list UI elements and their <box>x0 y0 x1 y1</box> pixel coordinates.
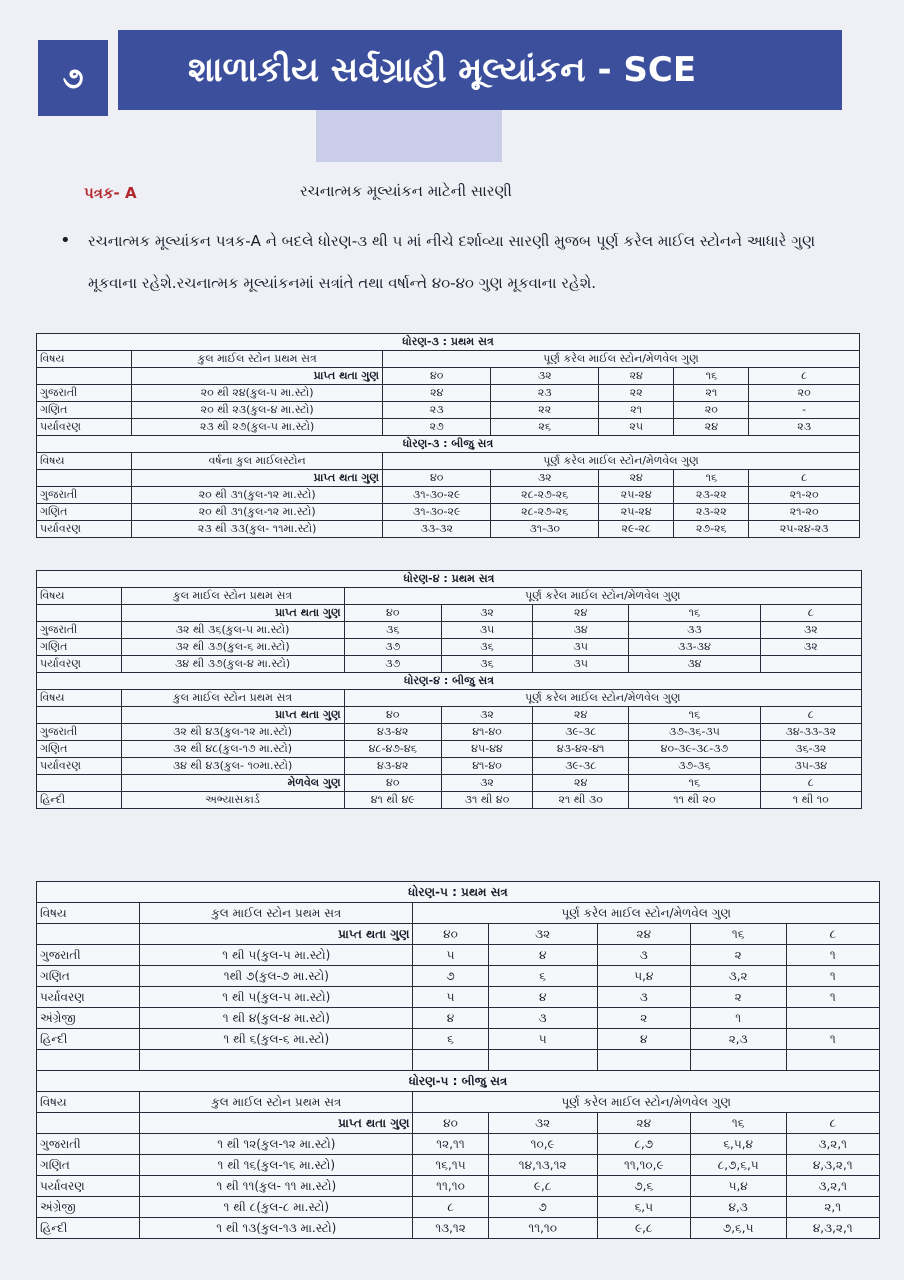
table-cell: વિષય <box>37 690 122 707</box>
table-cell: ૨૪ <box>599 368 674 385</box>
table-cell: ૮ <box>760 775 861 792</box>
table-cell: ૩૧-૩૦-૨૯ <box>382 487 490 504</box>
table-cell: ૩૨ <box>488 1113 597 1134</box>
table-cell <box>597 1050 690 1071</box>
table-cell: ધોરણ-૫ : પ્રથમ સત્ર <box>37 882 880 903</box>
table-cell: ધોરણ-૫ : બીજુ સત્ર <box>37 1071 880 1092</box>
table-row <box>37 351 860 368</box>
table-cell: ૨૧ <box>674 385 749 402</box>
table-cell: ૨૫ <box>599 419 674 436</box>
table-cell: ૩૨ થી ૩૭(કુલ-૬ મા.સ્ટો) <box>121 639 344 656</box>
std4-table <box>36 570 862 809</box>
chapter-title: શાળાકીય સર્વગ્રાહી મૂલ્યાંકન - SCE <box>188 50 697 90</box>
table-row <box>37 571 862 588</box>
table-cell: ૨૨ <box>599 385 674 402</box>
table-cell: ૨૦ થી ૩૧(કુલ-૧૨ મા.સ્ટો) <box>132 504 383 521</box>
table-row <box>37 622 862 639</box>
table-cell: ૧ <box>690 1008 786 1029</box>
table-cell: કુલ માઈલ સ્ટોન પ્રથમ સત્ર <box>121 588 344 605</box>
table-row <box>37 792 862 809</box>
table-cell: ગુજરાતી <box>37 724 122 741</box>
table-cell: ૧ થી ૧૧(કુલ- ૧૧ મા.સ્ટો) <box>140 1176 413 1197</box>
table-cell: ૪,૩ <box>690 1197 786 1218</box>
table-cell: ૧ થી ૪(કુલ-૪ મા.સ્ટો) <box>140 1008 413 1029</box>
table-cell: ૨૨ <box>491 402 599 419</box>
table-cell: ૧ <box>786 1029 879 1050</box>
table-cell: ૩૪-૩૩-૩૨ <box>760 724 861 741</box>
table-cell: ૯,૮ <box>488 1176 597 1197</box>
table-cell: ૭,૬ <box>597 1176 690 1197</box>
table-row <box>37 690 862 707</box>
table-cell: ૩૨ <box>491 368 599 385</box>
table-cell: - <box>749 402 860 419</box>
table-cell: ૧ <box>786 966 879 987</box>
std5-table <box>36 881 880 1239</box>
table-cell: ૨૮-૨૭-૨૬ <box>491 504 599 521</box>
table-cell <box>413 1050 488 1071</box>
table-cell: ૨૧-૨૦ <box>749 487 860 504</box>
table-cell: ૪૦-૩૯-૩૮-૩૭ <box>629 741 760 758</box>
table-cell: ગણિત <box>37 504 132 521</box>
table-cell: ૩૪ <box>533 622 629 639</box>
table-cell: પૂર્ણ કરેલ માઈલ સ્ટોન/મેળવેલ ગુણ <box>413 903 880 924</box>
table-cell: મેળવેલ ગુણ <box>121 775 344 792</box>
table-row <box>37 966 880 987</box>
table-row <box>37 402 860 419</box>
table-cell: ૧૬ <box>690 1113 786 1134</box>
table-cell: ૧ થી ૧૦ <box>760 792 861 809</box>
intro-paragraph: રચનાત્મક મૂલ્યાંકન પત્રક-A ને બદલે ધોરણ-૩ થી ૫ માં નીચે દર્શાવ્યા સારણી મુજબ પૂર્ણ કરેલ માઈલ સ્ટોનને આધારે ગુણ મૂકવાના રહેશે.રચનાત્મક મૂલ્યાંકનમાં સત્રાંતે તથા વર્ષાન્તે ૪૦-૪૦ ગુણ મૂકવાના રહેશે. <box>88 232 816 292</box>
table-cell: વિષય <box>37 588 122 605</box>
table-cell: ૨૬ <box>491 419 599 436</box>
table-cell: પર્યાવરણ <box>37 521 132 538</box>
table-cell: ૮,૭ <box>597 1134 690 1155</box>
table-row <box>37 419 860 436</box>
table-cell: ૨૧ થી ૩૦ <box>533 792 629 809</box>
table-cell: ૩૬ <box>441 639 532 656</box>
table-cell: ૨૫-૨૪-૨૩ <box>749 521 860 538</box>
table-cell: ૩૬ <box>344 622 441 639</box>
banner-decoration <box>316 110 502 162</box>
table-cell: ગુજરાતી <box>37 622 122 639</box>
table-cell: ગણિત <box>37 966 140 987</box>
table-cell: ૩૨ થી ૪૩(કુલ-૧૨ મા.સ્ટો) <box>121 724 344 741</box>
table-cell: હિન્દી <box>37 1029 140 1050</box>
table-cell: ૪૦ <box>413 924 488 945</box>
table-cell: ૨૧ <box>599 402 674 419</box>
table-cell: ૩૫ <box>533 639 629 656</box>
table-row <box>37 707 862 724</box>
table-cell <box>37 924 140 945</box>
table-cell: ૧૬ <box>674 368 749 385</box>
table-cell <box>760 656 861 673</box>
table-cell <box>37 775 122 792</box>
table-cell: ૧ <box>786 945 879 966</box>
table-cell: ૧ <box>786 987 879 1008</box>
table-cell: ગણિત <box>37 741 122 758</box>
table-row <box>37 924 880 945</box>
table-row <box>37 1008 880 1029</box>
table-cell: ૪૩-૪૨ <box>344 724 441 741</box>
table-cell: ૨૭-૨૬ <box>674 521 749 538</box>
table-cell: ૪ <box>597 1029 690 1050</box>
table-cell: ૨૩-૨૨ <box>674 504 749 521</box>
table-cell: ૨૪ <box>533 775 629 792</box>
table-cell: ૧૧,૧૦ <box>413 1176 488 1197</box>
table-cell: ૪ <box>488 987 597 1008</box>
table-cell: ૨૯-૨૮ <box>599 521 674 538</box>
table-cell: ૨૪ <box>599 470 674 487</box>
table-cell: ૨૧-૨૦ <box>749 504 860 521</box>
table-cell: ૩૩-૩૨ <box>382 521 490 538</box>
table-row <box>37 605 862 622</box>
table-cell <box>786 1008 879 1029</box>
table-cell: પ્રાપ્ત થતા ગુણ <box>121 707 344 724</box>
table-cell: પર્યાવરણ <box>37 1176 140 1197</box>
table-cell: પૂર્ણ કરેલ માઈલ સ્ટોન/મેળવેલ ગુણ <box>382 351 859 368</box>
table-cell: ૧ થી ૮(કુલ-૮ મા.સ્ટો) <box>140 1197 413 1218</box>
table-cell: ૪૦ <box>382 368 490 385</box>
table-cell: ૨૦ થી ૩૧(કુલ-૧૨ મા.સ્ટો) <box>132 487 383 504</box>
table-row <box>37 504 860 521</box>
table-cell: ૫ <box>413 945 488 966</box>
table-cell: ૬,૫ <box>597 1197 690 1218</box>
table-cell: પર્યાવરણ <box>37 419 132 436</box>
table-cell: ગુજરાતી <box>37 945 140 966</box>
table-cell: ૩૧-૩૦-૨૯ <box>382 504 490 521</box>
table-cell: ૪૧-૪૦ <box>441 724 532 741</box>
table-cell: ૪૩-૪૨-૪૧ <box>533 741 629 758</box>
table-cell: ૧૬ <box>629 707 760 724</box>
table-cell: ૮,૭,૬,૫ <box>690 1155 786 1176</box>
table-cell: ૩૧ થી ૪૦ <box>441 792 532 809</box>
table-cell: ૧૬ <box>690 924 786 945</box>
table-cell: ૩ <box>597 987 690 1008</box>
table-cell: ૬,૫,૪ <box>690 1134 786 1155</box>
table-cell: ૧૧,૧૦,૯ <box>597 1155 690 1176</box>
table-row <box>37 673 862 690</box>
bullet-icon: • <box>60 230 71 251</box>
table-cell: પ્રાપ્ત થતા ગુણ <box>140 924 413 945</box>
table-cell: ૮ <box>760 707 861 724</box>
table-cell: અભ્યાસકાર્ડ <box>121 792 344 809</box>
table-cell: ૩૫ <box>441 622 532 639</box>
table-cell: પૂર્ણ કરેલ માઈલ સ્ટોન/મેળવેલ ગુણ <box>344 588 861 605</box>
table-cell: ૨૩ <box>491 385 599 402</box>
table-cell: ગુજરાતી <box>37 487 132 504</box>
table-cell <box>488 1050 597 1071</box>
table-cell: ગુજરાતી <box>37 385 132 402</box>
table-cell: ૨ <box>597 1008 690 1029</box>
table-cell: ૪૦ <box>413 1113 488 1134</box>
table-cell: ૩૫ <box>533 656 629 673</box>
table-cell: કુલ માઈલ સ્ટોન પ્રથમ સત્ર <box>140 1092 413 1113</box>
table-cell: કુલ માઈલ સ્ટોન પ્રથમ સત્ર <box>140 903 413 924</box>
table-cell: ૪૮-૪૭-૪૬ <box>344 741 441 758</box>
table-cell: ૧૬ <box>629 605 760 622</box>
table-cell: પર્યાવરણ <box>37 656 122 673</box>
table-row <box>37 1176 880 1197</box>
table-cell: ૧ થી ૬(કુલ-૬ મા.સ્ટો) <box>140 1029 413 1050</box>
table-row <box>37 639 862 656</box>
table-row <box>37 741 862 758</box>
table-row <box>37 903 880 924</box>
table-cell: પ્રાપ્ત થતા ગુણ <box>121 605 344 622</box>
table-cell: ૩૫-૩૪ <box>760 758 861 775</box>
table-cell: ૯,૮ <box>597 1218 690 1239</box>
table-cell: ૧થી ૭(કુલ-૭ મા.સ્ટો) <box>140 966 413 987</box>
table-cell: ૫ <box>488 1029 597 1050</box>
table-cell: ૨૩-૨૨ <box>674 487 749 504</box>
table-cell: ૧૬ <box>629 775 760 792</box>
table-cell: ૩,૨,૧ <box>786 1134 879 1155</box>
table-cell: ૧૧,૧૦ <box>488 1218 597 1239</box>
table-cell: ૩૪ થી ૩૭(કુલ-૪ મા.સ્ટો) <box>121 656 344 673</box>
table-cell: ૪૩-૪૨ <box>344 758 441 775</box>
table-row <box>37 588 862 605</box>
table-row <box>37 334 860 351</box>
table-cell: ૨૫-૨૪ <box>599 487 674 504</box>
table-cell <box>690 1050 786 1071</box>
table-cell: ૨૦ <box>674 402 749 419</box>
table-row <box>37 521 860 538</box>
table-cell: ૩૪ <box>629 656 760 673</box>
table-cell: ૧૧ થી ૨૦ <box>629 792 760 809</box>
table-cell: ધોરણ-૪ : બીજુ સત્ર <box>37 673 862 690</box>
table-cell: ગણિત <box>37 1155 140 1176</box>
table-cell: ૪ <box>413 1008 488 1029</box>
table-cell: ૧ થી ૫(કુલ-૫ મા.સ્ટો) <box>140 987 413 1008</box>
table-cell: ૮ <box>413 1197 488 1218</box>
table-cell: ૩૨ <box>760 622 861 639</box>
table-cell: ૩૯-૩૮ <box>533 758 629 775</box>
table-cell: ૧૬ <box>674 470 749 487</box>
table-cell: અંગ્રેજી <box>37 1197 140 1218</box>
table-row <box>37 487 860 504</box>
table-cell: પૂર્ણ કરેલ માઈલ સ્ટોન/મેળવેલ ગુણ <box>382 453 859 470</box>
table-cell: ૨૦ <box>749 385 860 402</box>
table-row <box>37 1092 880 1113</box>
table-cell: ૨ <box>690 945 786 966</box>
table-cell: ૮ <box>786 924 879 945</box>
table-cell: વિષય <box>37 453 132 470</box>
table-row <box>37 1071 880 1092</box>
table-cell <box>37 368 132 385</box>
table-cell: ૨,૧ <box>786 1197 879 1218</box>
table-row <box>37 1155 880 1176</box>
table-cell: ગણિત <box>37 402 132 419</box>
table-cell: ૬ <box>413 1029 488 1050</box>
table-cell: ૩૨ <box>488 924 597 945</box>
table-cell: ૪૦ <box>344 605 441 622</box>
table-cell: હિન્દી <box>37 1218 140 1239</box>
table-cell: ૧૨,૧૧ <box>413 1134 488 1155</box>
table-cell: ૨૫-૨૪ <box>599 504 674 521</box>
table-cell: ૩૭-૩૬-૩૫ <box>629 724 760 741</box>
table-cell: ૩૨ થી ૩૬(કુલ-૫ મા.સ્ટો) <box>121 622 344 639</box>
table-row <box>37 945 880 966</box>
table-cell: ૩૬-૩૨ <box>760 741 861 758</box>
table-cell: ૬ <box>488 966 597 987</box>
table-row <box>37 987 880 1008</box>
table-cell: ૨૪ <box>533 707 629 724</box>
table-cell: ૩૨ <box>441 707 532 724</box>
table-row <box>37 1218 880 1239</box>
table-cell: ૩૩-૩૪ <box>629 639 760 656</box>
table-cell <box>37 1113 140 1134</box>
table-cell: ૨૪ <box>382 385 490 402</box>
table-row <box>37 436 860 453</box>
table-cell: ૪૧-૪૦ <box>441 758 532 775</box>
table-cell <box>37 707 122 724</box>
table-cell: વિષય <box>37 1092 140 1113</box>
table-cell: ૩૭ <box>344 656 441 673</box>
table-cell: ૧૪,૧૩,૧૨ <box>488 1155 597 1176</box>
table-cell: કુલ માઈલ સ્ટોન પ્રથમ સત્ર <box>121 690 344 707</box>
table-cell: અંગ્રેજી <box>37 1008 140 1029</box>
table-cell: પ્રાપ્ત થતા ગુણ <box>132 470 383 487</box>
table-row <box>37 656 862 673</box>
std3-table <box>36 333 860 538</box>
table-cell: ૪,૩,૨,૧ <box>786 1155 879 1176</box>
table-cell: ૧ થી ૫(કુલ-૫ મા.સ્ટો) <box>140 945 413 966</box>
table-cell: ૩૬ <box>441 656 532 673</box>
table-cell: ૨,૩ <box>690 1029 786 1050</box>
table-cell: ૨૭ <box>382 419 490 436</box>
table-cell: ૧ થી ૧૨(કુલ-૧૨ મા.સ્ટો) <box>140 1134 413 1155</box>
table-row <box>37 453 860 470</box>
table-cell: કુલ માઈલ સ્ટોન પ્રથમ સત્ર <box>132 351 383 368</box>
table-cell: ૩ <box>488 1008 597 1029</box>
table-cell: ૨૪ <box>674 419 749 436</box>
table-cell: ૪૧ થી ૪૯ <box>344 792 441 809</box>
table-cell: ગણિત <box>37 639 122 656</box>
table-cell: ૭ <box>413 966 488 987</box>
table-cell: પૂર્ણ કરેલ માઈલ સ્ટોન/મેળવેલ ગુણ <box>344 690 861 707</box>
table-cell: પર્યાવરણ <box>37 987 140 1008</box>
table-cell: ૩૨ થી ૪૮(કુલ-૧૭ મા.સ્ટો) <box>121 741 344 758</box>
table-row <box>37 368 860 385</box>
table-cell: ૩,૨ <box>690 966 786 987</box>
table-cell: ગુજરાતી <box>37 1134 140 1155</box>
table-cell: ૭,૬,૫ <box>690 1218 786 1239</box>
table-cell <box>37 605 122 622</box>
table-cell: ૨૩ થી ૩૩(કુલ- ૧૧મા.સ્ટો) <box>132 521 383 538</box>
table-cell: ૮ <box>749 470 860 487</box>
table-cell: વિષય <box>37 903 140 924</box>
table-cell <box>140 1050 413 1071</box>
table-cell: ૪૦ <box>382 470 490 487</box>
table-cell: ૪૦ <box>344 775 441 792</box>
table-cell: ૩૩ <box>629 622 760 639</box>
table-row <box>37 1197 880 1218</box>
chapter-number: ૭ <box>38 40 108 116</box>
table-cell: ૪ <box>488 945 597 966</box>
table-cell: ૩૧-૩૦ <box>491 521 599 538</box>
table-cell: ૨૮-૨૭-૨૬ <box>491 487 599 504</box>
table-cell: ૩૨ <box>441 775 532 792</box>
table-row <box>37 724 862 741</box>
table-cell: ૩૭-૩૬ <box>629 758 760 775</box>
table-cell: ૧ થી ૧૬(કુલ-૧૬ મા.સ્ટો) <box>140 1155 413 1176</box>
patrak-label: પત્રક- A <box>84 184 137 202</box>
table-cell: ૪૫-૪૪ <box>441 741 532 758</box>
table-cell: ૩૭ <box>344 639 441 656</box>
table-cell: પ્રાપ્ત થતા ગુણ <box>140 1113 413 1134</box>
table-row <box>37 1113 880 1134</box>
table-cell: ૫,૪ <box>597 966 690 987</box>
table-cell: ૩૪ થી ૪૩(કુલ- ૧૦મા.સ્ટો) <box>121 758 344 775</box>
table-cell: ૩૨ <box>441 605 532 622</box>
table-cell <box>786 1050 879 1071</box>
table-cell <box>37 470 132 487</box>
table-row <box>37 385 860 402</box>
chapter-title-banner <box>118 30 842 110</box>
table-cell: ધોરણ-૩ : બીજુ સત્ર <box>37 436 860 453</box>
table-cell: ૭ <box>488 1197 597 1218</box>
table-cell: ૮ <box>786 1113 879 1134</box>
table-row <box>37 758 862 775</box>
table-cell: ૧૩,૧૨ <box>413 1218 488 1239</box>
table-cell: ૧ થી ૧૩(કુલ-૧૩ મા.સ્ટો) <box>140 1218 413 1239</box>
table-row <box>37 775 862 792</box>
table-cell: ૨૪ <box>597 1113 690 1134</box>
table-cell: વિષય <box>37 351 132 368</box>
table-cell: ૪૦ <box>344 707 441 724</box>
table-cell: ૨૪ <box>597 924 690 945</box>
table-cell: ૮ <box>749 368 860 385</box>
table-cell: પર્યાવરણ <box>37 758 122 775</box>
table-cell: ૨ <box>690 987 786 1008</box>
table-cell: હિન્દી <box>37 792 122 809</box>
table-cell: ૨૩ <box>749 419 860 436</box>
table-row <box>37 1029 880 1050</box>
table-cell: ૧૬,૧૫ <box>413 1155 488 1176</box>
table-cell: ૫ <box>413 987 488 1008</box>
table-cell: ૩,૨,૧ <box>786 1176 879 1197</box>
table-cell: ૨૦ થી ૨૪(કુલ-૫ મા.સ્ટો) <box>132 385 383 402</box>
table-row <box>37 1134 880 1155</box>
table-cell: ૨૩ <box>382 402 490 419</box>
table-cell: ૨૩ થી ૨૭(કુલ-૫ મા.સ્ટો) <box>132 419 383 436</box>
table-cell: ૪,૩,૨,૧ <box>786 1218 879 1239</box>
table-cell: ૮ <box>760 605 861 622</box>
table-cell: ધોરણ-૩ : પ્રથમ સત્ર <box>37 334 860 351</box>
table-cell: ૩ <box>597 945 690 966</box>
table-row <box>37 1050 880 1071</box>
table-cell: પ્રાપ્ત થતા ગુણ <box>132 368 383 385</box>
table-cell: ૨૪ <box>533 605 629 622</box>
table-cell: ૧૦,૯ <box>488 1134 597 1155</box>
table-cell: વર્ષના કુલ માઈલસ્ટોન <box>132 453 383 470</box>
table-cell: ૩૨ <box>760 639 861 656</box>
table-cell: પૂર્ણ કરેલ માઈલ સ્ટોન/મેળવેલ ગુણ <box>413 1092 880 1113</box>
table-cell: ૨૦ થી ૨૩(કુલ-૪ મા.સ્ટો) <box>132 402 383 419</box>
table-row <box>37 882 880 903</box>
table-row <box>37 470 860 487</box>
table-cell: ૩૯-૩૮ <box>533 724 629 741</box>
table-cell: ધોરણ-૪ : પ્રથમ સત્ર <box>37 571 862 588</box>
table-cell: ૩૨ <box>491 470 599 487</box>
table-cell: ૫,૪ <box>690 1176 786 1197</box>
patrak-title: રચનાત્મક મૂલ્યાંકન માટેની સારણી <box>300 182 512 200</box>
table-cell <box>37 1050 140 1071</box>
